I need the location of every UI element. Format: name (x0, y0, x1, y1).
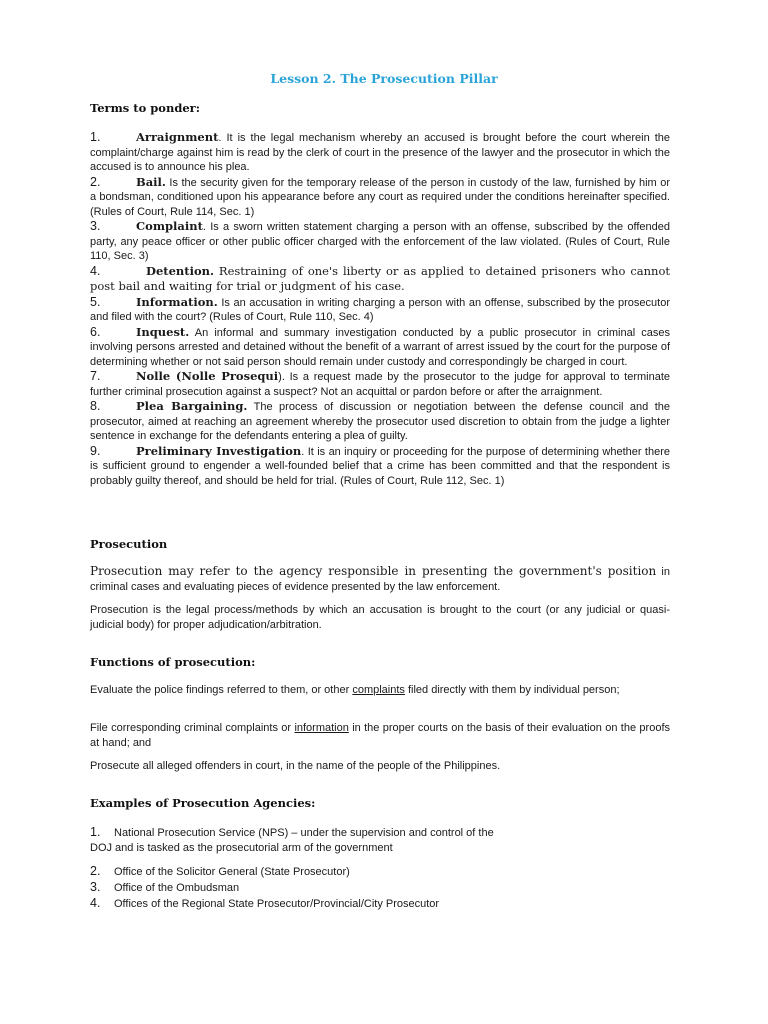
term-item (90, 369, 670, 399)
term-item (90, 175, 670, 220)
page-title: Lesson 2. The Prosecution Pillar (270, 71, 498, 86)
agency-item (90, 896, 670, 912)
agency-number: 4. (90, 896, 101, 910)
information-link[interactable]: information (294, 722, 349, 734)
terms-heading: Terms to ponder: (90, 101, 200, 115)
function-text: File corresponding criminal complaints or (90, 722, 295, 734)
term-item (90, 130, 670, 175)
function-text: Evaluate the police findings referred to them, or other (90, 684, 353, 696)
term-number: 9. (90, 443, 101, 458)
agency-text: Office of the Solicitor General (State Prosecutor) (114, 866, 350, 878)
agency-number: 2. (90, 864, 101, 878)
term-name: Bail. (136, 174, 166, 189)
term-definition: Is the security given for the temporary release of the person in custody of the law, furnished by him or a bondsman, conditioned upon his appearance before any court as required under the conditions hereinafter specified.(Rules of Court, Rule 114, Sec. 1) (90, 176, 670, 218)
functions-heading: Functions of prosecution: (90, 655, 256, 669)
agency-text: National Prosecution Service (NPS) – under the supervision and control of the (114, 827, 494, 839)
term-name: Complaint (136, 219, 203, 233)
term-definition: An informal and summary investigation conducted by a public prosecutor in criminal cases involving persons arrested and detained without the benefit of a warrant of arrest issued by the court for the purpose of determining whether or not said person should remain under custody and correspondingly be charged in court. (90, 326, 670, 368)
term-name: Information. (136, 294, 218, 309)
function-text: in the proper courts on the basis of their evaluation on the proofs at hand; and (90, 722, 671, 749)
term-number: 2. (90, 174, 101, 189)
prosecution-paragraph-2: Prosecution is the legal process/methods by which an accusation is brought to the court (or any judicial or quasi-judicial body) for proper adjudication/arbitration. (90, 604, 670, 631)
paragraph-lead: Prosecution may refer to the agency responsible in presenting the government's position (90, 564, 657, 578)
agency-text-continued: DOJ and is tasked as the prosecutorial arm of the government (90, 842, 393, 854)
term-name: Nolle (Nolle Prosequi (136, 369, 279, 383)
term-definition: The process of discussion or negotiation between the defense council and the prosecutor, aimed at reaching an agreement whereby the prosecutor used discretion to obtain from the judge a lighter sentence in exchange for the defendants entering a plea of guilty. (90, 401, 670, 442)
term-number: 5. (90, 294, 101, 309)
agency-list (90, 864, 670, 912)
term-name: Detention. (146, 263, 214, 278)
term-name: Arraignment (136, 130, 219, 144)
term-definition: Restraining of one's liberty or as applied to detained prisoners who cannot post bail and waiting for trial or judgment of his case. (90, 263, 670, 293)
agency-number: 3. (90, 880, 101, 894)
terms-list (90, 130, 670, 488)
term-item (90, 264, 670, 295)
term-item (90, 295, 670, 325)
term-number: 1. (90, 130, 101, 144)
term-definition: ). Is a request made by the prosecutor to the judge for approval to terminate further criminal prosecution against a suspect? Not an acquittal or pardon before or after the arraignment. (90, 371, 670, 398)
term-number: 7. (90, 369, 101, 383)
function-text: filed directly with them by individual person; (404, 684, 620, 696)
agencies-heading: Examples of Prosecution Agencies: (90, 796, 316, 810)
term-name: Preliminary Investigation (136, 443, 302, 458)
term-definition: . It is the legal mechanism whereby an accused is brought before the court wherein the complaint/charge against him is read by the clerk of court in the presence of the lawyer and the prosecutor in which the accused is to announce his plea. (90, 132, 670, 173)
term-item (90, 444, 670, 489)
agency-text: Office of the Ombudsman (114, 882, 240, 894)
complaints-link[interactable]: complaints (352, 684, 405, 696)
term-item (90, 399, 670, 444)
agency-text: Offices of the Regional State Prosecutor/Provincial/City Prosecutor (114, 898, 440, 910)
term-item (90, 219, 670, 264)
function-item (90, 683, 670, 698)
term-item (90, 325, 670, 370)
prosecution-paragraph-1 (90, 564, 670, 595)
prosecution-heading: Prosecution (90, 537, 168, 551)
term-name: Plea Bargaining. (136, 399, 248, 413)
paragraph-rest: in criminal cases and evaluating pieces of evidence presented by the law enforcement. (90, 566, 670, 593)
function-item (90, 721, 670, 751)
term-number: 3. (90, 219, 101, 233)
term-definition: . Is a sworn written statement charging a person with an offense, subscribed by the offended party, any peace officer or other public officer charged with the enforcement of the law violated. (Rules of Court, Rule 110, Sec. 3) (90, 221, 670, 262)
term-number: 6. (90, 324, 101, 339)
agency-item (90, 880, 670, 896)
term-definition: . It is an inquiry or proceeding for the purpose of determining whether there is sufficient ground to engender a well-founded belief that a crime has been committed and that the respondent is probably guilty thereof, and should be held for trial. (Rules of Court, Rule 112, Sec. 1) (90, 445, 671, 487)
term-definition: Is an accusation in writing charging a person with an offense, subscribed by the prosecutor and filed with the court? (Rules of Court, Rule 110, Sec. 4) (90, 296, 670, 323)
term-number: 8. (90, 399, 101, 413)
agency-item (90, 825, 670, 856)
term-number: 4. (90, 263, 101, 278)
agency-number: 1. (90, 825, 101, 839)
term-name: Inquest. (136, 324, 190, 339)
function-item: Prosecute all alleged offenders in court, in the name of the people of the Philippines. (90, 760, 501, 772)
agency-item (90, 864, 670, 880)
